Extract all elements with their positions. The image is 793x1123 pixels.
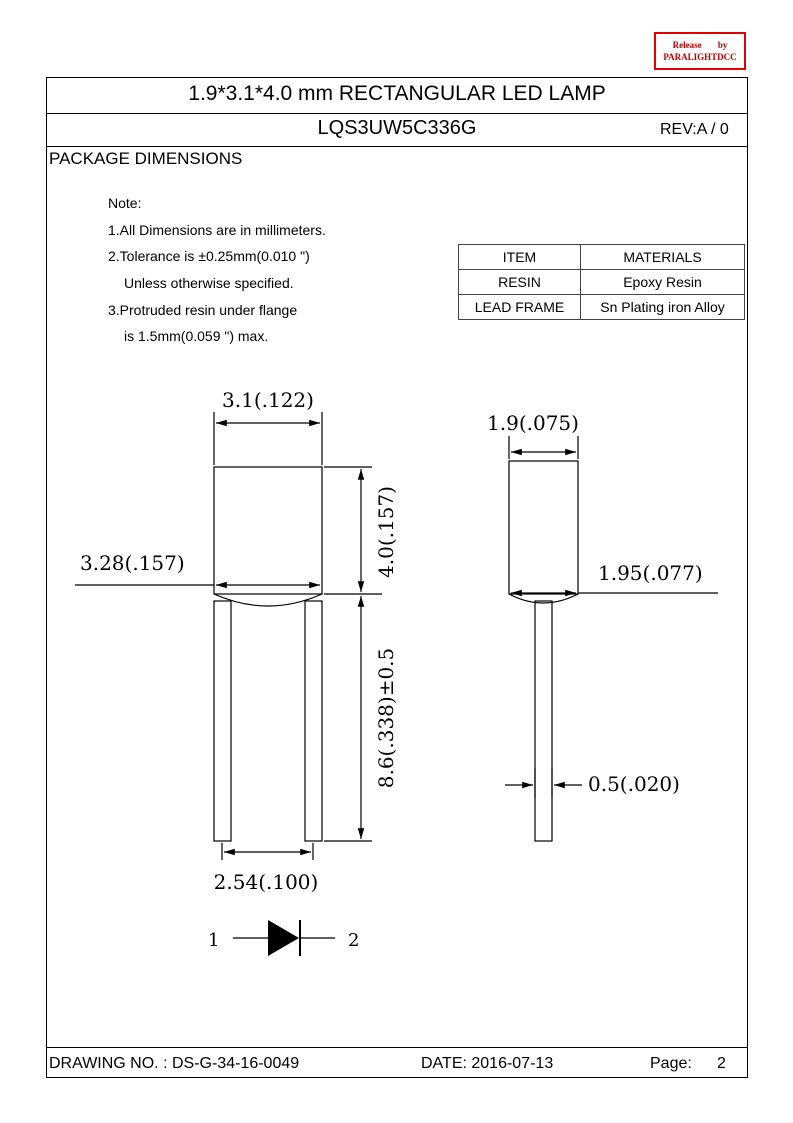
table-cell: Sn Plating iron Alloy [581,295,745,320]
flange-curve-side [509,594,578,603]
revision: REV:A / 0 [660,121,729,138]
table-cell: Epoxy Resin [581,270,745,295]
diode-triangle-icon [268,920,299,956]
note-line: is 1.5mm(0.059 ") max. [124,328,269,344]
note-line: Unless otherwise specified. [124,275,294,291]
note-line: 2.Tolerance is ±0.25mm(0.010 ") [108,248,310,264]
dim-label-lead-spacing: 2.54(.100) [213,870,319,894]
dim-label-side-width: 1.9(.075) [487,411,579,435]
page-title: 1.9*3.1*4.0 mm RECTANGULAR LED LAMP [188,82,606,105]
pin-1-label: 1 [208,930,220,951]
notes-heading: Note: [108,195,142,211]
lead-left [214,601,231,841]
drawing-number: DRAWING NO. : DS-G-34-16-0049 [49,1055,300,1072]
part-number: LQS3UW5C336G [317,117,477,139]
table-header-cell: ITEM [459,245,581,270]
dim-label-width: 3.1(.122) [222,388,314,412]
page-label: Page: [650,1055,692,1072]
dim-label-body-height: 4.0(.157) [374,486,398,578]
led-body-front [214,467,322,594]
table-cell: RESIN [459,270,581,295]
table-cell: LEAD FRAME [459,295,581,320]
note-line: 1.All Dimensions are in millimeters. [108,222,326,238]
flange-curve-front [214,594,322,606]
lead-right [305,601,322,841]
led-body-side [509,461,578,594]
drawing-date: DATE: 2016-07-13 [421,1055,554,1072]
note-line: 3.Protruded resin under flange [108,302,298,318]
release-stamp-line1: Release by [672,40,728,50]
dim-label-lead-length: 8.6(.338)±0.5 [374,647,398,789]
page-number: 2 [717,1055,726,1072]
release-stamp-line2: PARALIGHTDCC [663,52,737,62]
table-header-cell: MATERIALS [581,245,745,270]
pin-2-label: 2 [348,930,360,951]
lead-side [535,601,552,841]
dim-label-flange: 3.28(.157) [80,551,185,575]
dim-label-lead-thickness: 0.5(.020) [588,772,680,796]
section-title: PACKAGE DIMENSIONS [49,149,243,168]
dim-label-side-flange: 1.95(.077) [598,561,703,585]
